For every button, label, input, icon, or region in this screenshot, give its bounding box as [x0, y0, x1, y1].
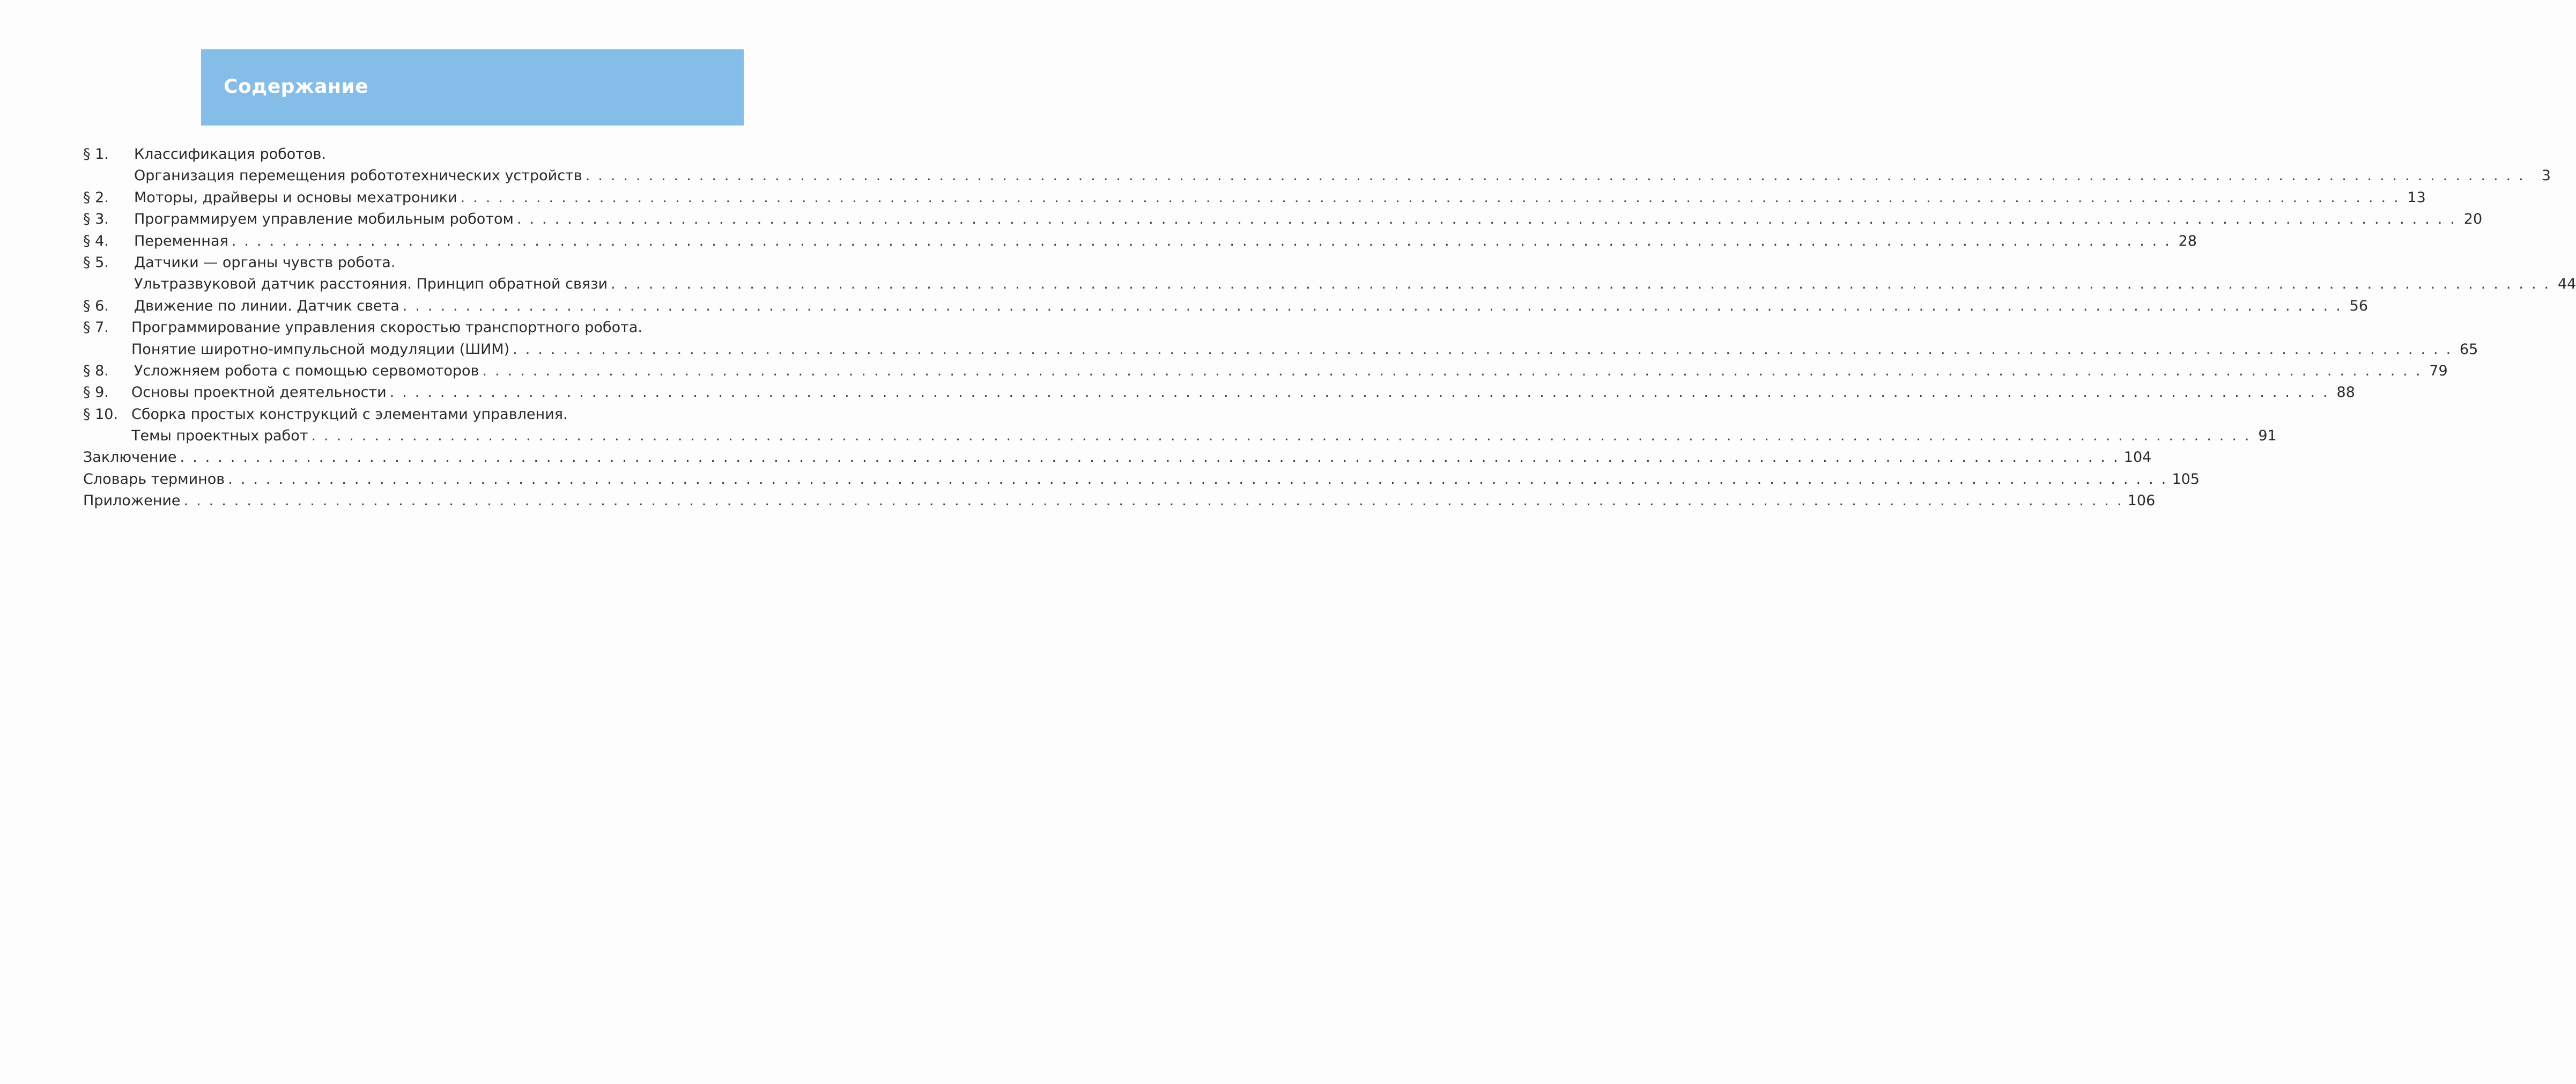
entry-title: Словарь терминов: [83, 470, 225, 488]
dot-leader: [517, 209, 2456, 230]
page-number: 91: [2258, 427, 2277, 445]
toc-entry-10[interactable]: [83, 425, 2277, 447]
section-number: § 4.: [83, 232, 109, 249]
page-number: 79: [2429, 362, 2448, 379]
page-number: 3: [2541, 167, 2551, 185]
page-number: 13: [2407, 189, 2426, 206]
entry-title: Заключение: [83, 449, 177, 466]
dot-leader: [461, 187, 2400, 209]
section-number: § 10.: [83, 405, 119, 423]
section-number: § 7.: [83, 319, 109, 336]
page-number: 105: [2172, 470, 2200, 488]
toc-entry-appendix[interactable]: [83, 490, 2156, 512]
section-number: § 8.: [83, 362, 109, 379]
toc-entry-4[interactable]: [83, 231, 2197, 252]
dot-leader: [513, 339, 2452, 360]
page-number: 20: [2463, 211, 2483, 228]
toc-entry-8[interactable]: [83, 360, 2448, 382]
table-of-contents: [83, 144, 2576, 512]
toc-entry-conclusion[interactable]: [83, 447, 2152, 468]
toc-entry-10-heading: [83, 404, 742, 425]
section-number: § 6.: [83, 297, 109, 314]
entry-title: Программирование управления скоростью транспортного робота.: [131, 319, 642, 336]
toc-entry-1[interactable]: [83, 165, 2551, 187]
section-number: § 2.: [83, 189, 109, 206]
entry-title: Программируем управление мобильным роботом: [134, 211, 514, 228]
entry-title: Сборка простых конструкций с элементами управления.: [131, 405, 568, 423]
dot-leader: [228, 469, 2167, 490]
entry-title: Организация перемещения робототехнических устройств: [134, 167, 582, 185]
dot-leader: [180, 447, 2120, 468]
entry-title: Датчики — органы чувств робота.: [134, 254, 396, 271]
dot-leader: [482, 360, 2422, 382]
dot-leader: [311, 425, 2251, 447]
entry-title: Моторы, драйверы и основы мехатроники: [134, 189, 457, 206]
page-number: 65: [2460, 341, 2478, 358]
page-number: 88: [2336, 384, 2355, 401]
entry-title: Приложение: [83, 492, 181, 510]
section-number: § 1.: [83, 146, 109, 163]
page-title: Содержание: [224, 76, 369, 98]
dot-leader: [586, 165, 2525, 187]
toc-entry-5[interactable]: [83, 274, 2576, 295]
page-number: 104: [2123, 449, 2152, 466]
entry-title: Движение по линии. Датчик света: [134, 297, 399, 314]
toc-entry-7-heading: [83, 317, 742, 338]
dot-leader: [184, 490, 2123, 512]
entry-title: Классификация роботов.: [134, 146, 327, 163]
dot-leader: [232, 231, 2171, 252]
section-number: § 3.: [83, 211, 109, 228]
entry-title: Понятие широтно-импульсной модуляции (ШИМ): [131, 341, 510, 358]
entry-title: Переменная: [134, 232, 228, 249]
page-number: 28: [2178, 232, 2197, 249]
entry-title: Основы проектной деятельности: [131, 384, 387, 401]
page-number: 56: [2349, 297, 2368, 314]
toc-entry-7[interactable]: [83, 339, 2478, 360]
dot-leader: [611, 274, 2550, 295]
page-number: 44: [2557, 276, 2576, 293]
toc-entry-3[interactable]: [83, 209, 2483, 230]
toc-entry-glossary[interactable]: [83, 469, 2200, 490]
entry-title: Темы проектных работ: [131, 427, 308, 445]
title-band: [201, 49, 744, 126]
toc-entry-1-heading: [83, 144, 742, 165]
section-number: § 9.: [83, 384, 109, 401]
page-number: 106: [2127, 492, 2156, 510]
dot-leader: [403, 296, 2342, 317]
dot-leader: [390, 382, 2329, 403]
toc-entry-9[interactable]: [83, 382, 2355, 403]
entry-title: Ультразвуковой датчик расстояния. Принцип обратной связи: [134, 276, 608, 293]
entry-title: Усложняем робота с помощью сервомоторов: [134, 362, 479, 379]
section-number: § 5.: [83, 254, 109, 271]
toc-entry-5-heading: [83, 252, 742, 274]
toc-entry-2[interactable]: [83, 187, 2426, 209]
toc-entry-6[interactable]: [83, 296, 2368, 317]
